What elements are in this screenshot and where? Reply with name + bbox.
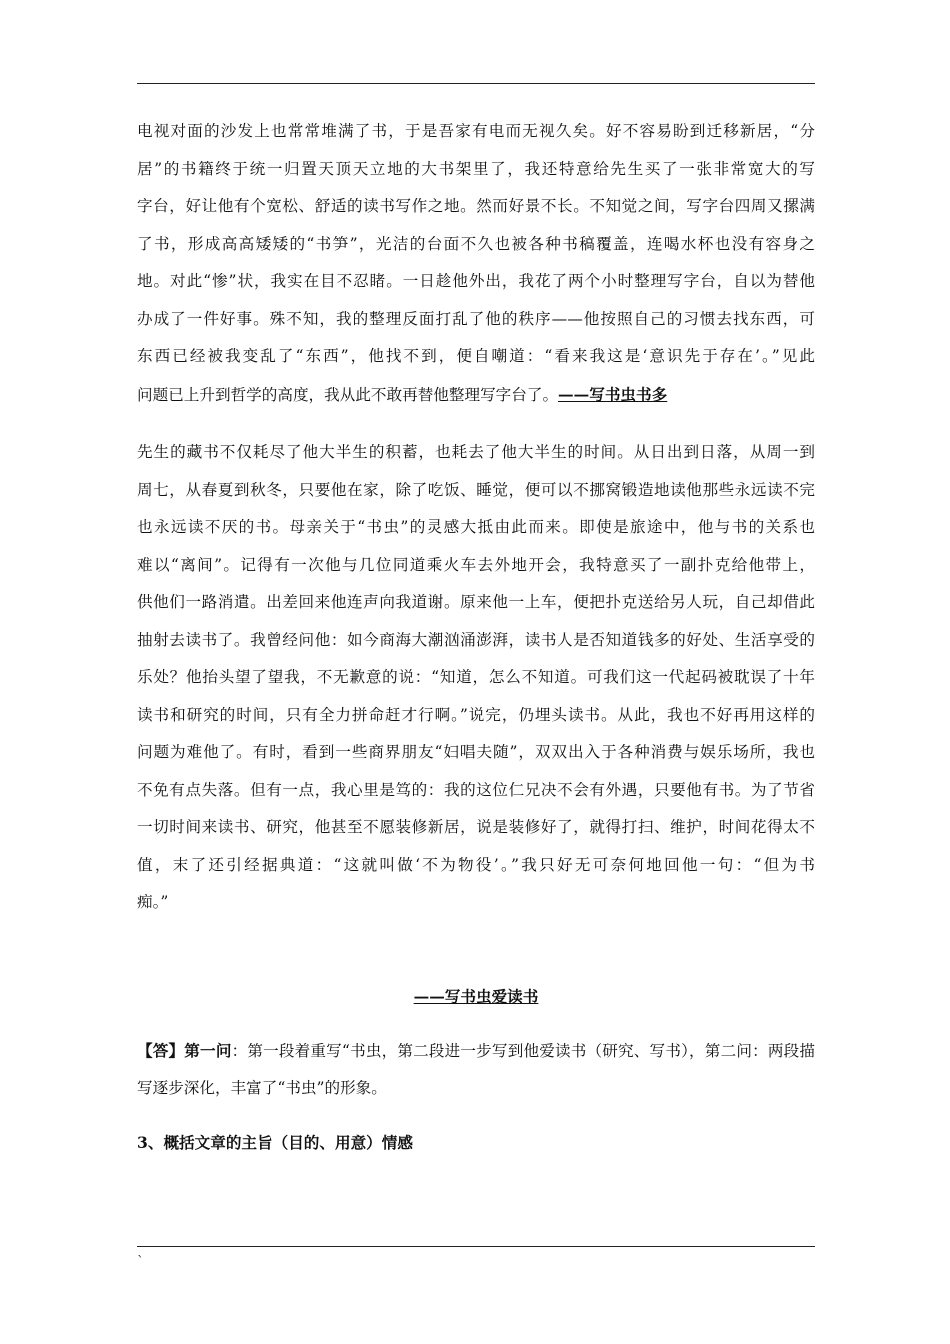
text-line: 难以“离间”。记得有一次他与几位同道乘火车去外地开会，我特意买了一副扑克给他带上， <box>137 555 815 574</box>
text-line: 办成了一件好事。殊不知，我的整理反面打乱了他的秩序——他按照自己的习惯去找东西，可 <box>137 309 815 328</box>
footer-rule <box>137 1246 815 1247</box>
text-line: 供他们一路消遣。出差回来他连声向我道谢。原来他一上车，便把扑克送给另人玩，自己却借此 <box>137 593 815 611</box>
text-line: 电视对面的沙发上也常常堆满了书，于是吾家有电而无视久矣。好不容易盼到迁移新居，“分 <box>137 122 815 140</box>
signature-1: ——写书虫书多 <box>558 384 668 404</box>
text-line: 抽射去读书了。我曾经问他：如今商海大潮汹涌澎湃，读书人是否知道钱多的好处、生活享受的 <box>137 630 815 649</box>
text-line: 不免有点失落。但有一点，我心里是笃的：我的这位仁兄决不会有外遇，只要他有书。为了节省 <box>137 780 815 799</box>
header-rule <box>137 83 815 84</box>
answer-q1-label: 第一问 <box>184 1041 232 1060</box>
text-line-last <box>137 376 815 414</box>
section-heading-3: 3、概括文章的主旨（目的、用意）情感 <box>137 1133 413 1152</box>
answer-line-1-text: ：第一段着重写“书虫，第二段进一步写到他爱读书（研究、写书），第二问：两段描 <box>231 1042 815 1060</box>
text-line: 了书，形成高高矮矮的“书笋”，光洁的台面不久也被各种书稿覆盖，连喝水杯也没有容身之 <box>137 234 815 253</box>
text-line: 值，末了还引经据典道：“这就叫做‘不为物役’。”我只好无可奈何地回他一句：“但为书 <box>137 855 815 874</box>
text-line: 读书和研究的时间，只有全力拼命赶才行啊。”说完，仍埋头读书。从此，我也不好再用这样的 <box>137 705 815 724</box>
text-line: 居”的书籍终于统一归置天顶天立地的大书架里了，我还特意给先生买了一张非常宽大的写 <box>137 159 815 178</box>
text-line: 乐处？他抬头望了望我，不无歉意的说：“知道，怎么不知道。可我们这一代起码被耽误了十年 <box>137 668 815 686</box>
text-line: 先生的藏书不仅耗尽了他大半生的积蓄，也耗去了他大半生的时间。从日出到日落，从周一到 <box>137 443 815 461</box>
footer-mark: ` <box>137 1254 144 1270</box>
text-line: 字台，好让他有个宽松、舒适的读书写作之地。然而好景不长。不知觉之间，写字台四周又摞满 <box>137 197 815 215</box>
text-line: 也永远读不厌的书。母亲关于“书虫”的灵感大抵由此而来。即使是旅途中，他与书的关系也 <box>137 518 815 536</box>
paragraph-2 <box>137 434 815 922</box>
paragraph-1 <box>137 113 815 413</box>
text-line: 东西已经被我变乱了“东西”，他找不到，便自嘲道：“看来我这是‘意识先于存在’。”见此 <box>137 347 815 365</box>
answer-label: 【答】 <box>137 1041 185 1060</box>
text-line-last-content: 问题已上升到哲学的高度，我从此不敢再替他整理写字台了。 <box>137 385 559 404</box>
answer-line-2: 写逐步深化，丰富了“书虫”的形象。 <box>137 1078 387 1097</box>
text-line: 地。对此“惨”状，我实在目不忍睹。一日趁他外出，我花了两个小时整理写字台，自以为替他 <box>137 272 815 290</box>
answer-line-1 <box>137 1032 815 1070</box>
signature-2: ——写书虫爱读书 <box>413 987 539 1006</box>
answer-block <box>137 1032 815 1107</box>
text-line-last-content: 痴。” <box>137 893 169 911</box>
text-line: 问题为难他了。有时，看到一些商界朋友“妇唱夫随”，双双出入于各种消费与娱乐场所，我也 <box>137 743 815 761</box>
text-line: 一切时间来读书、研究，他甚至不愿装修新居，说是装修好了，就得打扫、维护，时间花得太不 <box>137 818 815 836</box>
text-line-last <box>137 884 815 922</box>
text-line: 周七，从春夏到秋冬，只要他在家，除了吃饭、睡觉，便可以不挪窝锻造地读他那些永远读不完 <box>137 480 815 499</box>
